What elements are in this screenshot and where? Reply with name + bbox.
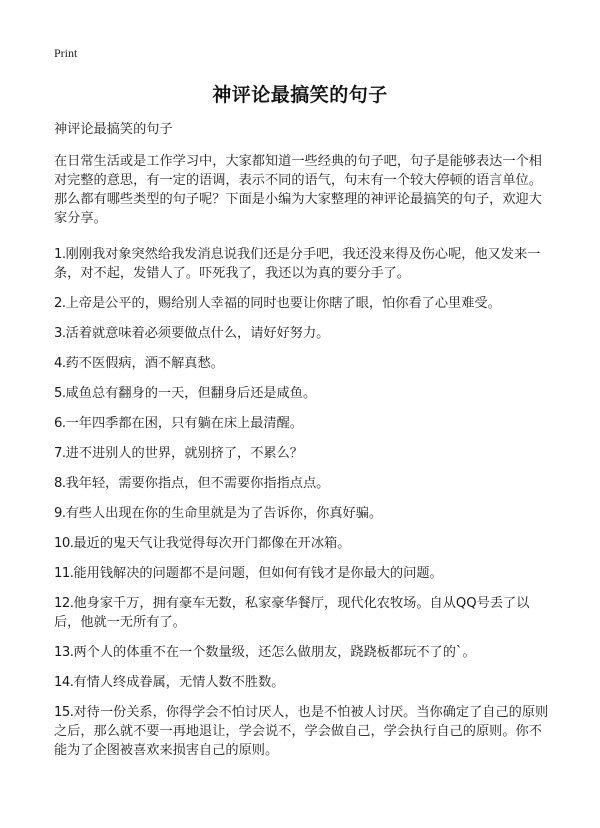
list-item-text: 药不医假病，酒不解真愁。 (65, 356, 224, 371)
list-item-number: 13. (54, 645, 74, 660)
list-item (54, 504, 550, 523)
list-item-text: 有些人出现在你的生命里就是为了告诉你，你真好骗。 (65, 506, 383, 521)
page-title: 神评论最搞笑的句子 (212, 84, 388, 106)
document-subtitle: 神评论最搞笑的句子 (54, 122, 173, 137)
list-item-number: 5. (54, 386, 66, 401)
intro-paragraph: 在日常生活或是工作学习中，大家都知道一些经典的句子吧，句子是能够表达一个相对完整的意思，有一定的语调，表示不同的语气，句末有一个较大停顿的语言单位。那么都有哪些类型的句子呢？下面是小编为大家整理的神评论最搞笑的句子，欢迎大家分享。 (54, 154, 542, 226)
list-item-text: 他身家千万，拥有豪车无数，私家豪华餐厅，现代化农牧场。自从QQ号丢了以后，他就一无所有了。 (54, 596, 530, 630)
list-item-number: 2. (54, 296, 66, 311)
list-item-number: 9. (54, 506, 66, 521)
list-item-number: 10. (54, 536, 74, 551)
list-item (54, 703, 550, 760)
sentence-list (54, 245, 550, 760)
list-item-text: 对待一份关系，你得学会不怕讨厌人，也是不怕被人讨厌。当你确定了自己的原则之后，那么就不要一再地退让，学会说不，学会做自己，学会执行自己的原则。你不能为了企图被喜欢来损害自己的原则。 (54, 705, 549, 758)
list-item-number: 4. (54, 356, 66, 371)
list-item-number: 3. (54, 326, 66, 341)
list-item-number: 6. (54, 416, 66, 431)
list-item (54, 643, 550, 662)
list-item-number: 11. (54, 566, 74, 581)
list-item-number: 12. (54, 596, 74, 611)
document-body (54, 120, 550, 771)
list-item (54, 444, 550, 463)
list-item-text: 最近的鬼天气让我觉得每次开门都像在开冰箱。 (73, 536, 351, 551)
list-item-text: 活着就意味着必须要做点什么，请好好努力。 (65, 326, 330, 341)
list-item (54, 564, 550, 583)
list-item (54, 324, 550, 343)
list-item-number: 7. (54, 446, 66, 461)
list-item (54, 594, 550, 632)
list-item (54, 245, 550, 283)
list-item (54, 474, 550, 493)
list-item (54, 294, 550, 313)
list-item (54, 673, 550, 692)
list-item-text: 上帝是公平的，赐给别人幸福的同时也要让你瞎了眼，怕你看了心里难受。 (65, 296, 501, 311)
list-item-text: 我年轻，需要你指点，但不需要你指指点点。 (65, 476, 330, 491)
list-item-number: 1. (54, 247, 66, 262)
list-item-text: 咸鱼总有翻身的一天，但翻身后还是咸鱼。 (65, 386, 317, 401)
list-item-text: 两个人的体重不在一个数量级，还怎么做朋友，跷跷板都玩不了的`。 (73, 645, 476, 660)
list-item-text: 刚刚我对象突然给我发消息说我们还是分手吧，我还没来得及伤心呢，他又发来一条，对不起，发错人了。吓死我了，我还以为真的要分手了。 (54, 247, 541, 281)
list-item (54, 534, 550, 553)
list-item (54, 354, 550, 373)
print-link[interactable]: Print (54, 46, 78, 60)
list-item-text: 有情人终成眷属，无情人数不胜数。 (73, 675, 285, 690)
list-item-number: 8. (54, 476, 66, 491)
list-item-text: 一年四季都在困，只有躺在床上最清醒。 (65, 416, 303, 431)
list-item (54, 414, 550, 433)
list-item-text: 进不进别人的世界，就别挤了，不累么？ (65, 446, 303, 461)
list-item-number: 15. (54, 705, 74, 720)
list-item (54, 384, 550, 403)
list-item-number: 14. (54, 675, 74, 690)
list-item-text: 能用钱解决的问题都不是问题，但如何有钱才是你最大的问题。 (73, 566, 443, 581)
